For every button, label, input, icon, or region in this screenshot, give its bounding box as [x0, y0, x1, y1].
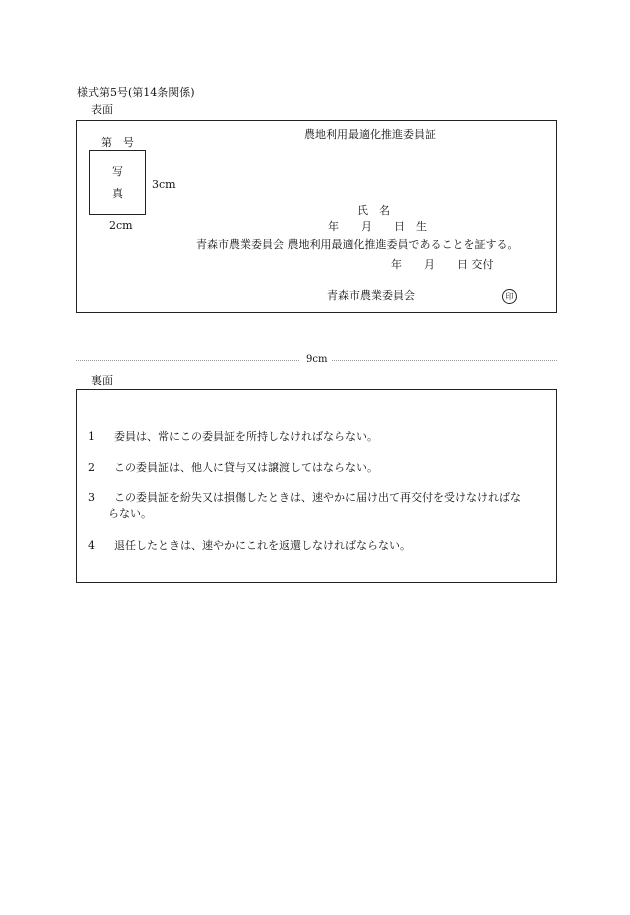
photo-box — [89, 150, 146, 215]
note-item — [88, 490, 558, 522]
photo-width-label: 2cm — [109, 219, 133, 232]
note-number: 3 — [88, 491, 95, 504]
photo-label-1: 写 — [112, 165, 123, 178]
birthdate-label: 年 月 日 生 — [328, 220, 427, 233]
issuer-name: 青森市農業委員会 — [327, 289, 415, 302]
note-number: 2 — [88, 461, 95, 474]
note-text: 委員は、常にこの委員証を所持しなければならない。 — [114, 430, 378, 443]
note-text: この委員証を紛失又は損傷したときは、速やかに届け出て再交付を受けなければな — [114, 491, 521, 504]
note-item — [88, 460, 558, 476]
issue-date-label: 年 月 日 交付 — [391, 258, 494, 271]
width-dimension-label: 9cm — [306, 354, 328, 365]
form-label: 様式第5号(第14条関係) — [77, 86, 195, 99]
dimension-line-right — [332, 360, 557, 361]
front-label: 表面 — [91, 103, 113, 116]
note-number: 1 — [88, 430, 95, 443]
note-text-continued: らない。 — [108, 507, 152, 520]
name-label: 氏 名 — [357, 204, 390, 217]
official-seal: 印 — [502, 289, 517, 304]
certification-text: 青森市農業委員会 農地利用最適化推進委員であることを証する。 — [196, 238, 519, 251]
photo-height-label: 3cm — [152, 178, 176, 191]
back-label: 裏面 — [91, 374, 113, 387]
front-card — [76, 120, 557, 313]
card-number-label: 第 号 — [101, 136, 134, 149]
photo-label-2: 真 — [112, 187, 123, 200]
note-text: 退任したときは、速やかにこれを返還しなければならない。 — [114, 539, 411, 552]
note-item — [88, 538, 558, 554]
note-text: この委員証は、他人に貸与又は譲渡してはならない。 — [114, 461, 378, 474]
dimension-line-left — [76, 360, 299, 361]
note-item — [88, 429, 558, 445]
note-number: 4 — [88, 539, 95, 552]
card-title: 農地利用最適化推進委員証 — [304, 128, 436, 141]
